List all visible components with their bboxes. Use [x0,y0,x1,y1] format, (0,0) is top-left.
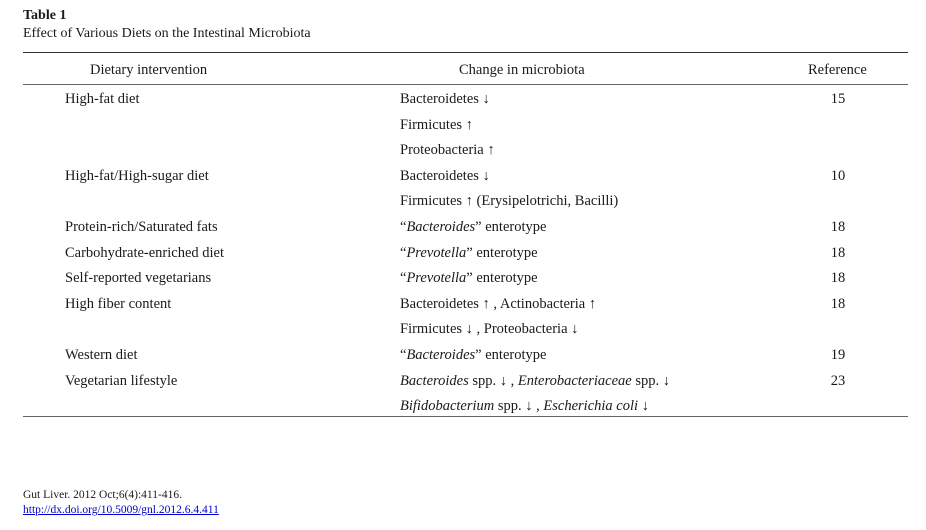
header-dietary-intervention: Dietary intervention [90,62,208,78]
cell-reference: 23 [830,372,846,389]
citation-source: Gut Liver. 2012 Oct;6(4):411-416. [23,489,182,501]
cell-reference: 18 [830,244,846,261]
doi-link[interactable]: http://dx.doi.org/10.5009/gnl.2012.6.4.411 [23,504,219,516]
taxon-name: Bacteroides [406,219,476,235]
change-text: “ [400,347,407,363]
cell-change-in-microbiota [400,346,546,364]
taxon-name: Bacteroides [400,372,469,389]
table-bottom-rule [23,416,908,417]
change-text: ↓ [638,398,649,415]
table-row [0,269,926,295]
cell-reference: 18 [830,295,846,312]
table-label: Table 1 [23,8,67,23]
table-row [0,295,926,321]
table-row [0,192,926,218]
cell-change-in-microbiota [400,141,495,159]
cell-change-in-microbiota [400,218,546,236]
cell-dietary-intervention: High-fat/High-sugar diet [65,167,209,184]
cell-change-in-microbiota [400,320,578,338]
cell-reference: 18 [830,219,846,235]
cell-reference: 18 [830,270,846,287]
change-text: spp. ↓ , [468,372,518,389]
change-text: Proteobacteria ↑ [400,142,495,159]
change-text: Bacteroidetes ↓ [400,167,490,184]
table-row [0,90,926,116]
cell-change-in-microbiota [400,397,649,415]
table-row [0,218,926,244]
citation [23,488,219,518]
table-row [0,244,926,270]
table-row [0,320,926,346]
change-text: ” enterotype [466,244,538,261]
change-text: spp. ↓ [631,372,670,389]
header-reference: Reference [808,62,867,78]
table-row [0,167,926,193]
cell-dietary-intervention: Self-reported vegetarians [65,270,212,287]
change-text: ” enterotype [466,270,538,287]
cell-change-in-microbiota [400,90,490,108]
cell-dietary-intervention: High fiber content [65,295,172,312]
cell-change-in-microbiota [400,269,538,287]
change-text: Firmicutes ↑ (Erysipelotrichi, Bacilli) [400,193,619,210]
change-text: ” enterotype [475,219,547,235]
header-rule [23,84,908,85]
change-text: spp. ↓ , [494,398,544,415]
change-text: ” enterotype [475,347,547,363]
change-text: Firmicutes ↑ [400,116,473,133]
cell-change-in-microbiota [400,167,490,185]
change-text: Bacteroidetes ↓ [400,91,490,107]
table-row [0,141,926,167]
cell-change-in-microbiota [400,116,473,134]
header-change-in-microbiota: Change in microbiota [459,62,585,78]
cell-reference: 15 [830,91,846,107]
taxon-name: Prevotella [406,270,467,287]
cell-change-in-microbiota [400,244,538,262]
taxon-name: Bacteroides [406,347,476,363]
table-title: Effect of Various Diets on the Intestinal Microbiota [23,26,311,41]
change-text: “ [400,219,407,235]
cell-reference: 10 [830,167,846,184]
taxon-name: Prevotella [406,244,467,261]
table-top-rule [23,52,908,53]
cell-change-in-microbiota [400,372,670,390]
table-row [0,346,926,372]
cell-change-in-microbiota [400,295,596,313]
taxon-name: Enterobacteriaceae [517,372,632,389]
cell-reference: 19 [830,347,846,363]
cell-dietary-intervention: Vegetarian lifestyle [65,372,178,389]
table-row [0,397,926,423]
table-row [0,116,926,142]
taxon-name: Escherichia coli [543,398,639,415]
table-caption [23,7,311,42]
cell-dietary-intervention: Protein-rich/Saturated fats [65,219,218,235]
cell-dietary-intervention: Western diet [65,347,138,363]
cell-change-in-microbiota [400,192,618,210]
change-text: Firmicutes ↓ , Proteobacteria ↓ [400,321,579,338]
change-text: Bacteroidetes ↑ , Actinobacteria ↑ [400,295,597,312]
change-text: “ [400,244,407,261]
cell-dietary-intervention: Carbohydrate-enriched diet [65,244,225,261]
table-row [0,372,926,398]
cell-dietary-intervention: High-fat diet [65,91,140,107]
change-text: “ [400,270,407,287]
taxon-name: Bifidobacterium [400,398,495,415]
